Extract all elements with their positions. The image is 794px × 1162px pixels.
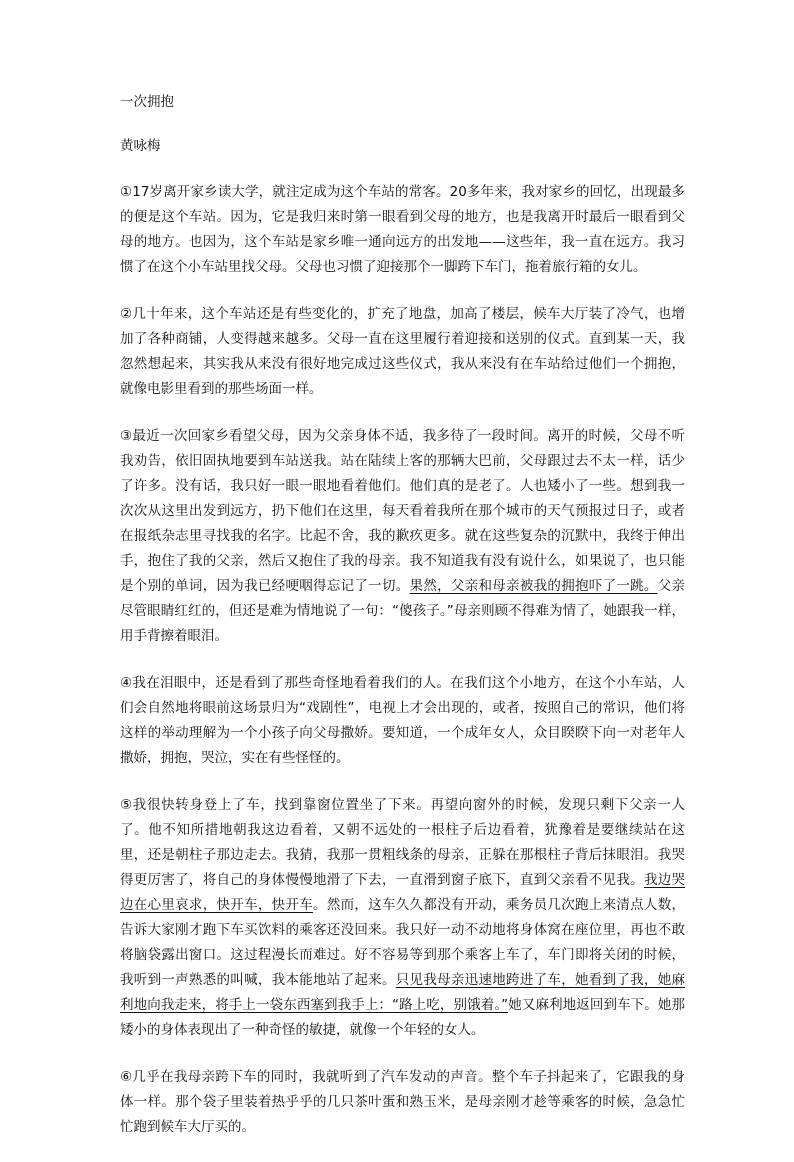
article-title: 一次拥抱 [120,94,174,110]
text-segment: 父亲尽管眼睛红红的，但还是难为情地说了一句：“傻孩子。”母亲则顾不得难为情了，她跟我一样，用手背擦着眼泪。 [120,578,686,644]
text-segment: 。然而，这车久久都没有开动，乘务员几次跑上来清点人数，告诉大家刚才跑下车买饮料的乘客还没回来。我只好一动不动地将身体窝在座位里，再也不敢将脑袋露出窗口。这过程漫长而难过。好不容易等到那个乘客上车了，车门即将关闭的时候，我听到一声熟悉的叫喊，我本能地站了起来。 [120,897,686,988]
article-body [120,180,685,1140]
text-segment: ⑤我很快转身登上了车，找到靠窗位置坐了下来。再望向窗外的时候，发现只剩下父亲一人了。他不知所措地朝我这边看着，又朝不远处的一根柱子后边看着，犹豫着是要继续站在这里，还是朝柱子那边走去。我猜，我那一贯粗线条的母亲，正躲在那根柱子背后抹眼泪。我哭得更厉害了，将自己的身体慢慢地滑了下去，一直滑到窗子底下，直到父亲看不见我。 [120,797,685,888]
document-page [120,92,685,1162]
paragraph-5 [120,793,685,1043]
text-segment: ③最近一次回家乡看望父母，因为父亲身体不适，我多待了一段时间。离开的时候，父母不听我劝告，依旧固执地要到车站送我。站在陆续上客的那辆大巴前，父母跟过去不太一样，话少了许多。没有话，我只好一眼一眼地看着他们。他们真的是老了。人也矮小了一些。想到我一次次从这里出发到远方，扔下他们在这里，每天看着我所在那个城市的天气预报过日子，或者在报纸杂志里寻找我的名字。比起不舍，我的歉疚更多。就在这些复杂的沉默中，我终于伸出手，抱住了我的父亲，然后又抱住了我的母亲。我不知道我有没有说什么，如果说了，也只能是个别的单词，因为我已经哽咽得忘记了一切。 [120,428,685,594]
paragraph-6 [120,1065,685,1140]
text-segment: 她又麻利地返回到车下。她那矮小的身体表现出了一种奇怪的敏捷，就像一个年轻的女人。 [120,997,685,1038]
paragraph-4 [120,671,685,771]
text-segment: ⑥几乎在我母亲跨下车的同时，我就听到了汽车发动的声音。整个车子抖起来了，它跟我的身体一样。那个袋子里装着热乎乎的几只茶叶蛋和熟玉米，是母亲刚才趁等乘客的时候，急急忙忙跑到候车大厅买的。 [120,1069,685,1135]
paragraph-3 [120,424,685,649]
underlined-sentence: 我边哭边在心里哀求，快开车，快开车 [120,872,686,913]
paragraph-1 [120,180,685,280]
text-segment: ④我在泪眼中，还是看到了那些奇怪地看着我们的人。在我们这个小地方，在这个小车站，人们会自然地将眼前这场景归为“戏剧性”，电视上才会出现的，或者，按照自己的常识，他们将这样的举动理解为一个小孩子向父母撒娇。要知道，一个成年女人，众目睽睽下向一对老年人撒娇，拥抱，哭泣，实在有些怪怪的。 [120,675,685,766]
underlined-sentence: 只见我母亲迅速地跨进了车，她看到了我，她麻利地向我走来，将手上一袋东西塞到我手上：“路上吃，别饿着。” [120,972,685,1013]
underlined-sentence: 果然，父亲和母亲被我的拥抱吓了一跳。 [409,578,658,594]
paragraph-2 [120,302,685,402]
text-segment: ①17岁离开家乡读大学，就注定成为这个车站的常客。20多年来，我对家乡的回忆，出现最多的便是这个车站。因为，它是我归来时第一眼看到父母的地方，也是我离开时最后一眼看到父母的地方。也因为，这个车站是家乡唯一通向远方的出发地——这些年，我一直在远方。我习惯了在这个小车站里找父母。父母也习惯了迎接那个一脚跨下车门，拖着旅行箱的女儿。 [120,184,685,275]
text-segment: ②几十年来，这个车站还是有些变化的，扩充了地盘，加高了楼层，候车大厅装了冷气，也增加了各种商铺，人变得越来越多。父母一直在这里履行着迎接和送别的仪式。直到某一天，我忽然想起来，其实我从来没有很好地完成过这些仪式，我从来没有在车站给过他们一个拥抱，就像电影里看到的那些场面一样。 [120,306,685,397]
article-author: 黄咏梅 [120,138,161,154]
